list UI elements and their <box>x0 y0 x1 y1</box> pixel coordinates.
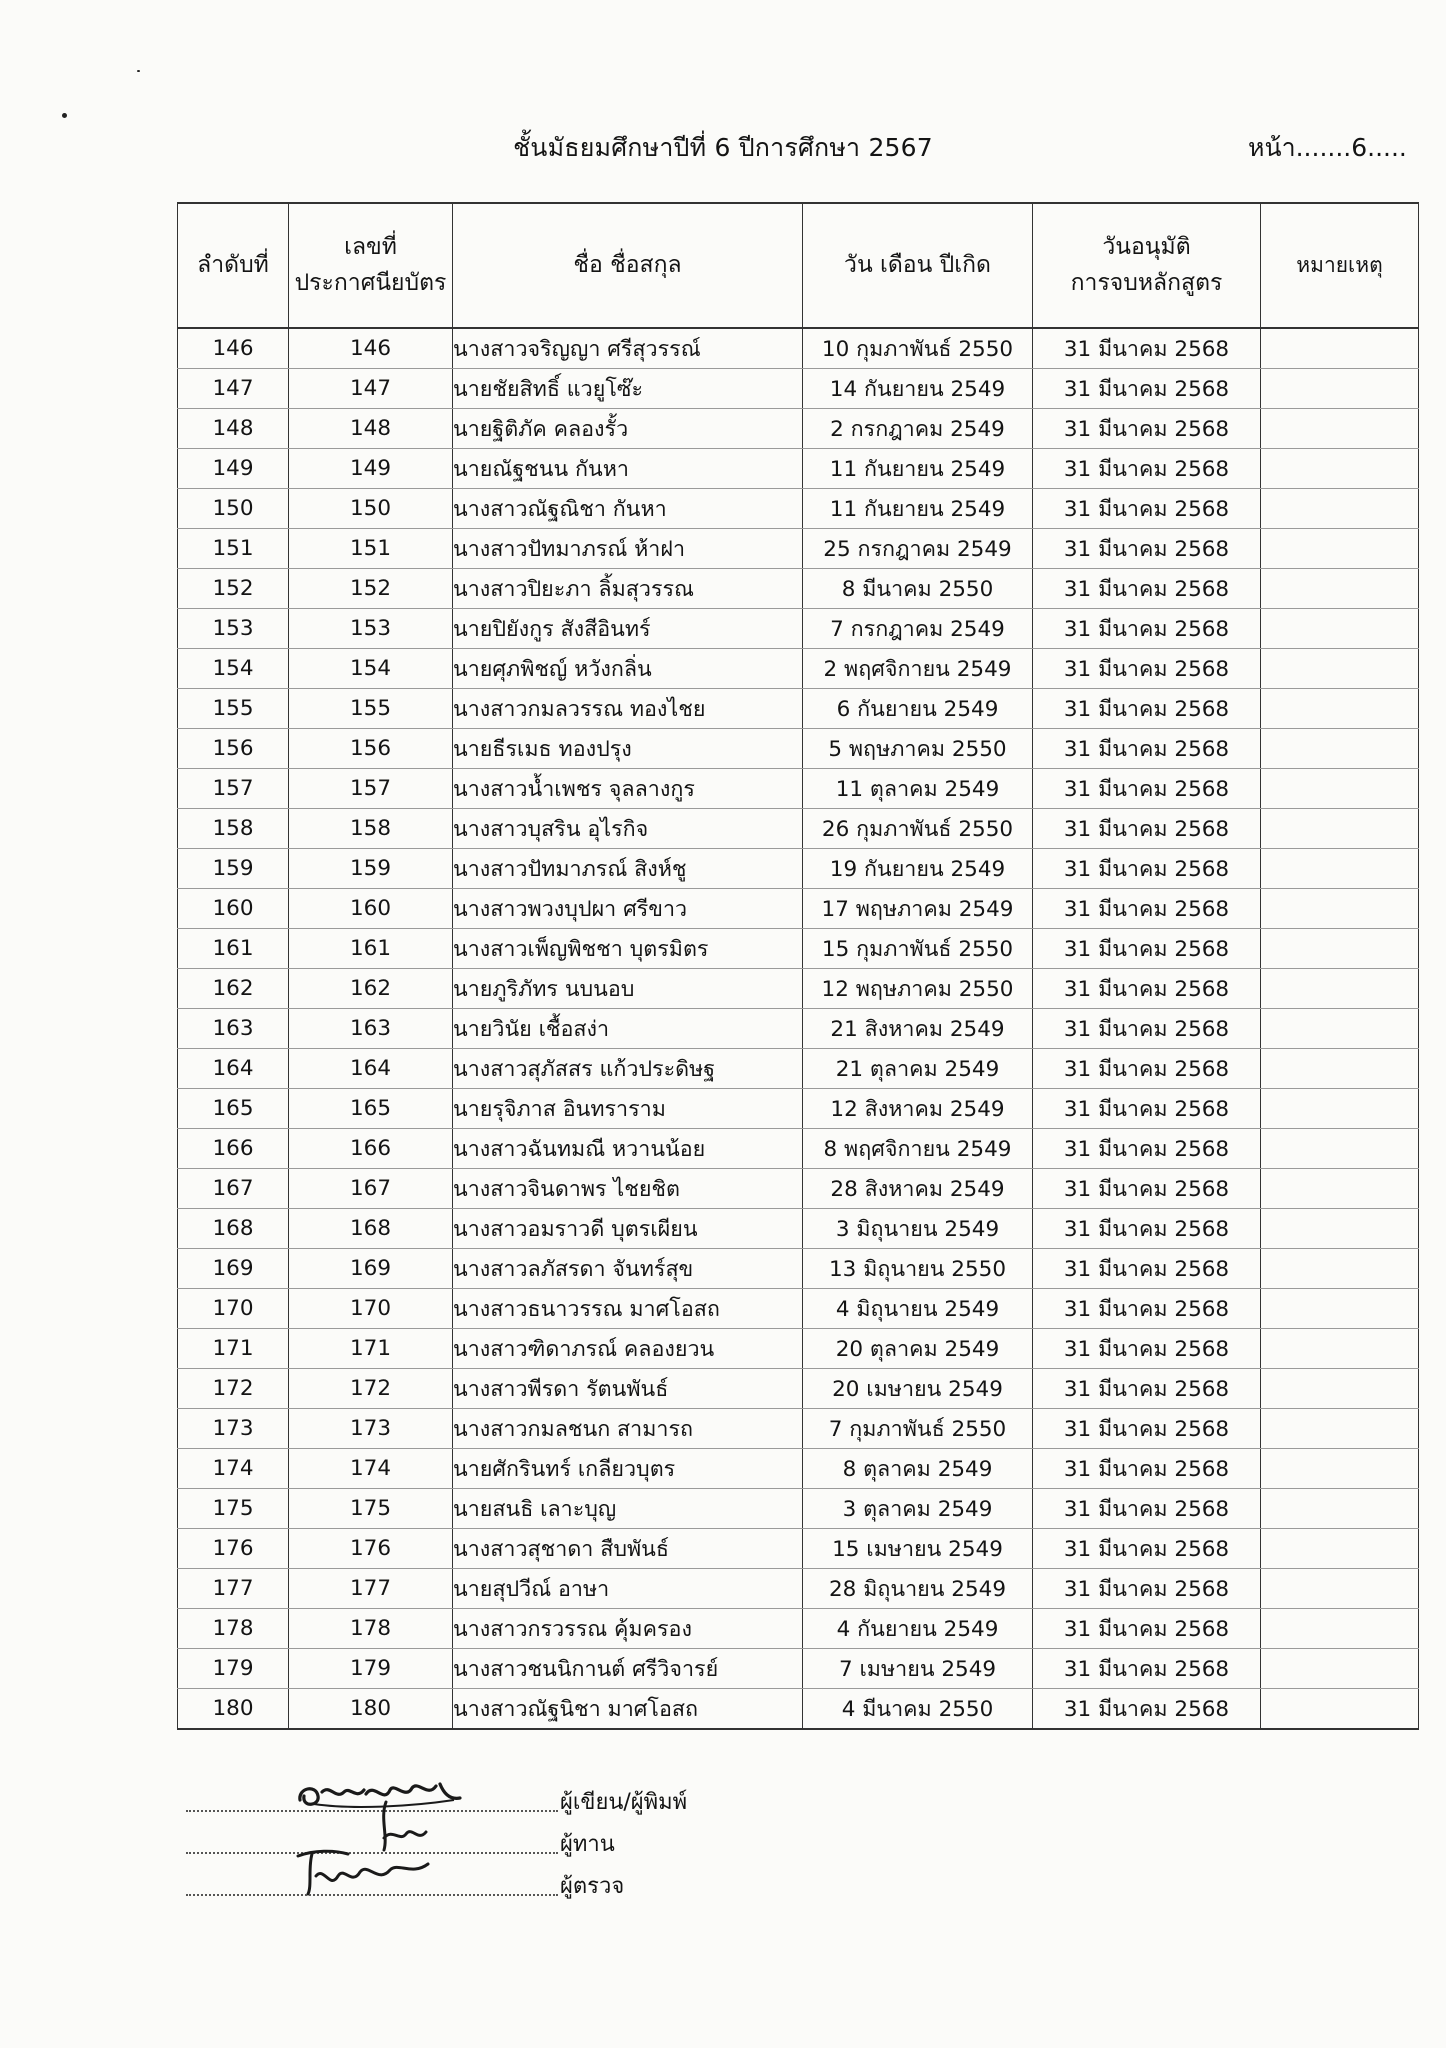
cell-birthdate: 20 เมษายน 2549 <box>803 1369 1033 1409</box>
cell-order: 166 <box>178 1129 289 1169</box>
cell-order: 151 <box>178 529 289 569</box>
cell-name: นางสาวน้ำเพชร จุลลางกูร <box>453 769 803 809</box>
cell-certificate: 168 <box>289 1209 453 1249</box>
cell-approval-date: 31 มีนาคม 2568 <box>1033 1009 1261 1049</box>
cell-approval-date: 31 มีนาคม 2568 <box>1033 1089 1261 1129</box>
cell-approval-date: 31 มีนาคม 2568 <box>1033 369 1261 409</box>
cell-birthdate: 17 พฤษภาคม 2549 <box>803 889 1033 929</box>
cell-order: 172 <box>178 1369 289 1409</box>
column-header-approval <box>1033 203 1261 328</box>
table-row <box>178 409 1419 449</box>
cell-order: 163 <box>178 1009 289 1049</box>
table-row <box>178 1049 1419 1089</box>
table-row <box>178 1009 1419 1049</box>
signature-block <box>186 1782 726 1908</box>
cell-remark <box>1261 1369 1419 1409</box>
cell-remark <box>1261 769 1419 809</box>
cell-certificate: 160 <box>289 889 453 929</box>
cell-name: นางสาวกรวรรณ คุ้มครอง <box>453 1609 803 1649</box>
cell-birthdate: 28 สิงหาคม 2549 <box>803 1169 1033 1209</box>
cell-approval-date: 31 มีนาคม 2568 <box>1033 649 1261 689</box>
cell-order: 159 <box>178 849 289 889</box>
cell-remark <box>1261 1329 1419 1369</box>
cell-name: นางสาวสุภัสสร แก้วประดิษฐ <box>453 1049 803 1089</box>
cell-name: นางสาวบุสริน อุไรกิจ <box>453 809 803 849</box>
cell-approval-date: 31 มีนาคม 2568 <box>1033 929 1261 969</box>
cell-remark <box>1261 1009 1419 1049</box>
cell-order: 147 <box>178 369 289 409</box>
cell-birthdate: 7 กรกฎาคม 2549 <box>803 609 1033 649</box>
cell-approval-date: 31 มีนาคม 2568 <box>1033 1169 1261 1209</box>
cell-name: นางสาวอมราวดี บุตรเผียน <box>453 1209 803 1249</box>
cell-remark <box>1261 1129 1419 1169</box>
cell-approval-date: 31 มีนาคม 2568 <box>1033 1689 1261 1730</box>
cell-certificate: 170 <box>289 1289 453 1329</box>
cell-remark <box>1261 1169 1419 1209</box>
table-row <box>178 529 1419 569</box>
table-row <box>178 1169 1419 1209</box>
cell-approval-date: 31 มีนาคม 2568 <box>1033 1569 1261 1609</box>
cell-approval-date: 31 มีนาคม 2568 <box>1033 529 1261 569</box>
cell-remark <box>1261 409 1419 449</box>
table-row <box>178 449 1419 489</box>
cell-order: 173 <box>178 1409 289 1449</box>
cell-approval-date: 31 มีนาคม 2568 <box>1033 1649 1261 1689</box>
column-header-birthdate: วัน เดือน ปีเกิด <box>803 203 1033 328</box>
cell-certificate: 162 <box>289 969 453 1009</box>
cell-name: นางสาวเพ็ญพิชชา บุตรมิตร <box>453 929 803 969</box>
column-header-approval-line2: การจบหลักสูตร <box>1070 269 1223 296</box>
table-row <box>178 1409 1419 1449</box>
cell-birthdate: 2 กรกฎาคม 2549 <box>803 409 1033 449</box>
cell-approval-date: 31 มีนาคม 2568 <box>1033 569 1261 609</box>
cell-order: 146 <box>178 328 289 369</box>
cell-birthdate: 8 มีนาคม 2550 <box>803 569 1033 609</box>
cell-order: 178 <box>178 1609 289 1649</box>
table-row <box>178 1289 1419 1329</box>
cell-approval-date: 31 มีนาคม 2568 <box>1033 1449 1261 1489</box>
cell-order: 167 <box>178 1169 289 1209</box>
cell-birthdate: 28 มิถุนายน 2549 <box>803 1569 1033 1609</box>
cell-birthdate: 14 กันยายน 2549 <box>803 369 1033 409</box>
cell-certificate: 147 <box>289 369 453 409</box>
cell-name: นางสาวฑิดาภรณ์ คลองยวน <box>453 1329 803 1369</box>
cell-remark <box>1261 969 1419 1009</box>
table-row <box>178 1129 1419 1169</box>
table-row <box>178 1609 1419 1649</box>
cell-certificate: 164 <box>289 1049 453 1089</box>
cell-remark <box>1261 1489 1419 1529</box>
column-header-certificate-line1: เลขที่ <box>344 233 397 260</box>
table-row <box>178 1369 1419 1409</box>
table-row <box>178 849 1419 889</box>
cell-birthdate: 4 มิถุนายน 2549 <box>803 1289 1033 1329</box>
cell-name: นายณัฐชนน กันหา <box>453 449 803 489</box>
cell-certificate: 169 <box>289 1249 453 1289</box>
cell-birthdate: 10 กุมภาพันธ์ 2550 <box>803 328 1033 369</box>
cell-birthdate: 12 สิงหาคม 2549 <box>803 1089 1033 1129</box>
cell-certificate: 167 <box>289 1169 453 1209</box>
cell-certificate: 174 <box>289 1449 453 1489</box>
table-body <box>178 328 1419 1729</box>
cell-order: 161 <box>178 929 289 969</box>
cell-order: 160 <box>178 889 289 929</box>
cell-approval-date: 31 มีนาคม 2568 <box>1033 489 1261 529</box>
cell-name: นายภูริภัทร นบนอบ <box>453 969 803 1009</box>
cell-remark <box>1261 1049 1419 1089</box>
cell-remark <box>1261 1609 1419 1649</box>
cell-birthdate: 21 ตุลาคม 2549 <box>803 1049 1033 1089</box>
cell-order: 148 <box>178 409 289 449</box>
cell-birthdate: 7 เมษายน 2549 <box>803 1649 1033 1689</box>
cell-birthdate: 11 กันยายน 2549 <box>803 489 1033 529</box>
cell-remark <box>1261 1209 1419 1249</box>
cell-name: นางสาวกมลวรรณ ทองไชย <box>453 689 803 729</box>
cell-name: นางสาวพีรดา รัตนพันธ์ <box>453 1369 803 1409</box>
cell-approval-date: 31 มีนาคม 2568 <box>1033 1609 1261 1649</box>
cell-approval-date: 31 มีนาคม 2568 <box>1033 1049 1261 1089</box>
cell-birthdate: 8 ตุลาคม 2549 <box>803 1449 1033 1489</box>
cell-birthdate: 11 กันยายน 2549 <box>803 449 1033 489</box>
cell-certificate: 166 <box>289 1129 453 1169</box>
cell-order: 177 <box>178 1569 289 1609</box>
column-header-name: ชื่อ ชื่อสกุล <box>453 203 803 328</box>
signature-checker-mark <box>294 1846 434 1898</box>
table-row <box>178 769 1419 809</box>
cell-remark <box>1261 1289 1419 1329</box>
cell-birthdate: 21 สิงหาคม 2549 <box>803 1009 1033 1049</box>
cell-certificate: 163 <box>289 1009 453 1049</box>
cell-approval-date: 31 มีนาคม 2568 <box>1033 849 1261 889</box>
cell-birthdate: 2 พฤศจิกายน 2549 <box>803 649 1033 689</box>
cell-approval-date: 31 มีนาคม 2568 <box>1033 609 1261 649</box>
cell-order: 175 <box>178 1489 289 1529</box>
cell-order: 156 <box>178 729 289 769</box>
cell-remark <box>1261 1529 1419 1569</box>
cell-birthdate: 8 พฤศจิกายน 2549 <box>803 1129 1033 1169</box>
signature-role-checker: ผู้ตรวจ <box>560 1874 625 1899</box>
cell-approval-date: 31 มีนาคม 2568 <box>1033 409 1261 449</box>
table-row <box>178 1689 1419 1730</box>
cell-remark <box>1261 1409 1419 1449</box>
table-row <box>178 969 1419 1009</box>
cell-certificate: 149 <box>289 449 453 489</box>
table-row <box>178 1329 1419 1369</box>
cell-approval-date: 31 มีนาคม 2568 <box>1033 809 1261 849</box>
cell-remark <box>1261 1249 1419 1289</box>
cell-name: นายศุภพิชญ์ หวังกลิ่น <box>453 649 803 689</box>
cell-approval-date: 31 มีนาคม 2568 <box>1033 1409 1261 1449</box>
cell-birthdate: 7 กุมภาพันธ์ 2550 <box>803 1409 1033 1449</box>
cell-certificate: 175 <box>289 1489 453 1529</box>
cell-approval-date: 31 มีนาคม 2568 <box>1033 328 1261 369</box>
cell-name: นางสาวปัทมาภรณ์ สิงห์ชู <box>453 849 803 889</box>
cell-name: นางสาวกมลชนก สามารถ <box>453 1409 803 1449</box>
cell-certificate: 179 <box>289 1649 453 1689</box>
table-row <box>178 1649 1419 1689</box>
cell-certificate: 165 <box>289 1089 453 1129</box>
table-row <box>178 1089 1419 1129</box>
table-row <box>178 609 1419 649</box>
table-row <box>178 1209 1419 1249</box>
cell-remark <box>1261 1449 1419 1489</box>
cell-approval-date: 31 มีนาคม 2568 <box>1033 1489 1261 1529</box>
cell-certificate: 148 <box>289 409 453 449</box>
cell-certificate: 176 <box>289 1529 453 1569</box>
cell-approval-date: 31 มีนาคม 2568 <box>1033 1209 1261 1249</box>
cell-certificate: 153 <box>289 609 453 649</box>
cell-remark <box>1261 1089 1419 1129</box>
cell-order: 180 <box>178 1689 289 1730</box>
cell-approval-date: 31 มีนาคม 2568 <box>1033 1529 1261 1569</box>
cell-certificate: 171 <box>289 1329 453 1369</box>
cell-name: นายชัยสิทธิ์ แวยูโซ๊ะ <box>453 369 803 409</box>
cell-name: นางสาวสุชาดา สืบพันธ์ <box>453 1529 803 1569</box>
cell-birthdate: 25 กรกฎาคม 2549 <box>803 529 1033 569</box>
signature-line-checker <box>186 1866 726 1908</box>
cell-remark <box>1261 529 1419 569</box>
cell-name: นายสุปวีณ์ อาษา <box>453 1569 803 1609</box>
cell-name: นายศักรินทร์ เกลียวบุตร <box>453 1449 803 1489</box>
cell-name: นางสาวฉันทมณี หวานน้อย <box>453 1129 803 1169</box>
cell-certificate: 151 <box>289 529 453 569</box>
cell-order: 152 <box>178 569 289 609</box>
table-row <box>178 1569 1419 1609</box>
cell-order: 157 <box>178 769 289 809</box>
cell-remark <box>1261 1689 1419 1730</box>
cell-approval-date: 31 มีนาคม 2568 <box>1033 689 1261 729</box>
cell-name: นางสาวลภัสรดา จันทร์สุข <box>453 1249 803 1289</box>
cell-birthdate: 15 กุมภาพันธ์ 2550 <box>803 929 1033 969</box>
cell-birthdate: 12 พฤษภาคม 2550 <box>803 969 1033 1009</box>
cell-birthdate: 13 มิถุนายน 2550 <box>803 1249 1033 1289</box>
table-row <box>178 1249 1419 1289</box>
cell-certificate: 172 <box>289 1369 453 1409</box>
column-header-certificate-line2: ประกาศนียบัตร <box>294 269 447 296</box>
table-row <box>178 729 1419 769</box>
column-header-approval-line1: วันอนุมัติ <box>1102 233 1191 260</box>
cell-name: นางสาวปัทมาภรณ์ ห้าฝา <box>453 529 803 569</box>
cell-name: นางสาวจริญญา ศรีสุวรรณ์ <box>453 328 803 369</box>
cell-birthdate: 5 พฤษภาคม 2550 <box>803 729 1033 769</box>
cell-order: 150 <box>178 489 289 529</box>
cell-remark <box>1261 1649 1419 1689</box>
column-header-order: ลำดับที่ <box>178 203 289 328</box>
table-row <box>178 1489 1419 1529</box>
cell-birthdate: 4 กันยายน 2549 <box>803 1609 1033 1649</box>
cell-remark <box>1261 369 1419 409</box>
cell-remark <box>1261 649 1419 689</box>
table-row <box>178 489 1419 529</box>
cell-certificate: 177 <box>289 1569 453 1609</box>
cell-order: 169 <box>178 1249 289 1289</box>
cell-name: นายวินัย เชื้อสง่า <box>453 1009 803 1049</box>
scan-speck <box>62 113 67 118</box>
cell-remark <box>1261 729 1419 769</box>
page-title: ชั้นมัธยมศึกษาปีที่ 6 ปีการศึกษา 2567 <box>513 133 933 162</box>
cell-certificate: 156 <box>289 729 453 769</box>
cell-remark <box>1261 569 1419 609</box>
cell-certificate: 158 <box>289 809 453 849</box>
cell-name: นายธีรเมธ ทองปรุง <box>453 729 803 769</box>
cell-approval-date: 31 มีนาคม 2568 <box>1033 449 1261 489</box>
cell-order: 154 <box>178 649 289 689</box>
cell-birthdate: 4 มีนาคม 2550 <box>803 1689 1033 1730</box>
cell-certificate: 155 <box>289 689 453 729</box>
cell-order: 179 <box>178 1649 289 1689</box>
cell-remark <box>1261 609 1419 649</box>
cell-approval-date: 31 มีนาคม 2568 <box>1033 729 1261 769</box>
column-header-certificate <box>289 203 453 328</box>
cell-name: นางสาวปิยะภา ลิ้มสุวรรณ <box>453 569 803 609</box>
cell-name: นายฐิติภัค คลองรั้ว <box>453 409 803 449</box>
cell-certificate: 173 <box>289 1409 453 1449</box>
table-row <box>178 649 1419 689</box>
table-row <box>178 328 1419 369</box>
cell-order: 174 <box>178 1449 289 1489</box>
cell-certificate: 161 <box>289 929 453 969</box>
cell-name: นางสาวณัฐณิชา กันหา <box>453 489 803 529</box>
column-header-remark: หมายเหตุ <box>1261 203 1419 328</box>
table-row <box>178 809 1419 849</box>
signature-role-reviewer: ผู้ทาน <box>560 1832 615 1857</box>
cell-order: 153 <box>178 609 289 649</box>
table-header-row <box>178 203 1419 328</box>
signature-role-writer: ผู้เขียน/ผู้พิมพ์ <box>560 1790 688 1815</box>
cell-order: 170 <box>178 1289 289 1329</box>
cell-remark <box>1261 849 1419 889</box>
cell-name: นายสนธิ เลาะบุญ <box>453 1489 803 1529</box>
cell-remark <box>1261 1569 1419 1609</box>
signature-line-writer <box>186 1782 726 1824</box>
cell-remark <box>1261 889 1419 929</box>
cell-birthdate: 6 กันยายน 2549 <box>803 689 1033 729</box>
cell-name: นางสาวชนนิกานต์ ศรีวิจารย์ <box>453 1649 803 1689</box>
cell-birthdate: 3 ตุลาคม 2549 <box>803 1489 1033 1529</box>
cell-birthdate: 15 เมษายน 2549 <box>803 1529 1033 1569</box>
cell-approval-date: 31 มีนาคม 2568 <box>1033 1329 1261 1369</box>
cell-name: นายปิยังกูร สังสีอินทร์ <box>453 609 803 649</box>
cell-birthdate: 11 ตุลาคม 2549 <box>803 769 1033 809</box>
cell-certificate: 157 <box>289 769 453 809</box>
cell-order: 158 <box>178 809 289 849</box>
cell-birthdate: 20 ตุลาคม 2549 <box>803 1329 1033 1369</box>
cell-approval-date: 31 มีนาคม 2568 <box>1033 1249 1261 1289</box>
cell-name: นายรุจิภาส อินทราราม <box>453 1089 803 1129</box>
cell-name: นางสาวธนาวรรณ มาศโอสถ <box>453 1289 803 1329</box>
cell-remark <box>1261 328 1419 369</box>
cell-remark <box>1261 689 1419 729</box>
cell-birthdate: 26 กุมภาพันธ์ 2550 <box>803 809 1033 849</box>
cell-birthdate: 3 มิถุนายน 2549 <box>803 1209 1033 1249</box>
table-row <box>178 369 1419 409</box>
cell-certificate: 154 <box>289 649 453 689</box>
cell-remark <box>1261 489 1419 529</box>
cell-approval-date: 31 มีนาคม 2568 <box>1033 889 1261 929</box>
cell-approval-date: 31 มีนาคม 2568 <box>1033 1289 1261 1329</box>
cell-order: 162 <box>178 969 289 1009</box>
table-row <box>178 1529 1419 1569</box>
page-number: หน้า.......6..... <box>1248 133 1407 162</box>
cell-certificate: 146 <box>289 328 453 369</box>
cell-remark <box>1261 929 1419 969</box>
cell-certificate: 150 <box>289 489 453 529</box>
cell-approval-date: 31 มีนาคม 2568 <box>1033 1369 1261 1409</box>
cell-order: 171 <box>178 1329 289 1369</box>
signature-line-reviewer <box>186 1824 726 1866</box>
scan-speck <box>137 70 140 72</box>
cell-certificate: 159 <box>289 849 453 889</box>
signature-dotted-line <box>186 1894 558 1896</box>
cell-approval-date: 31 มีนาคม 2568 <box>1033 969 1261 1009</box>
table-row <box>178 889 1419 929</box>
cell-name: นางสาวจินดาพร ไชยชิต <box>453 1169 803 1209</box>
table-row <box>178 929 1419 969</box>
cell-name: นางสาวพวงบุปผา ศรีขาว <box>453 889 803 929</box>
cell-certificate: 178 <box>289 1609 453 1649</box>
cell-order: 155 <box>178 689 289 729</box>
cell-approval-date: 31 มีนาคม 2568 <box>1033 1129 1261 1169</box>
graduate-table <box>177 202 1419 1730</box>
cell-certificate: 180 <box>289 1689 453 1730</box>
cell-order: 168 <box>178 1209 289 1249</box>
table-row <box>178 1449 1419 1489</box>
cell-name: นางสาวณัฐนิชา มาศโอสถ <box>453 1689 803 1730</box>
cell-approval-date: 31 มีนาคม 2568 <box>1033 769 1261 809</box>
cell-order: 176 <box>178 1529 289 1569</box>
cell-order: 165 <box>178 1089 289 1129</box>
cell-order: 164 <box>178 1049 289 1089</box>
table-row <box>178 689 1419 729</box>
table-row <box>178 569 1419 609</box>
cell-remark <box>1261 449 1419 489</box>
cell-order: 149 <box>178 449 289 489</box>
cell-birthdate: 19 กันยายน 2549 <box>803 849 1033 889</box>
cell-remark <box>1261 809 1419 849</box>
cell-certificate: 152 <box>289 569 453 609</box>
